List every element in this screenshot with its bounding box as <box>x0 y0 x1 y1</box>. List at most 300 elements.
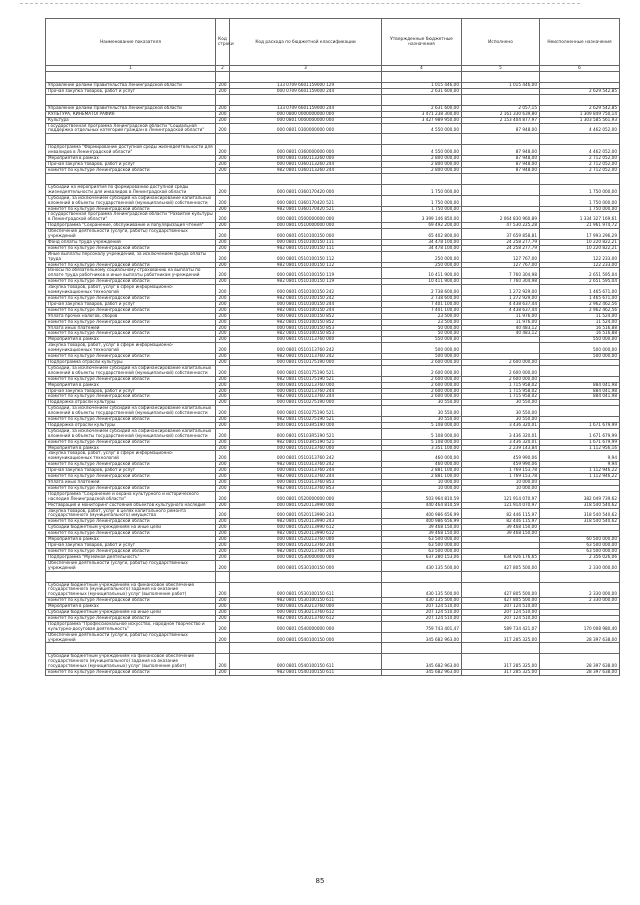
row-unexecuted-amount: 1 671 679,99 <box>540 428 620 439</box>
table-row <box>46 451 620 462</box>
row-classification-code: 000 0801 0540000000 000 <box>230 621 382 632</box>
row-approved-amount: 2 800 000,00 <box>382 167 462 173</box>
row-classification-code: 000 0801 0520000000 000 <box>230 491 382 502</box>
row-executed-amount: 1 272 929,00 <box>462 285 540 296</box>
row-classification-code: 982 0801 0510213760 244 <box>230 394 382 400</box>
row-unexecuted-amount: 550 000,00 <box>540 337 620 343</box>
spacer-cell <box>540 643 620 654</box>
row-classification-code: 000 0801 0510213760 244 <box>230 388 382 394</box>
row-executed-amount: 1 015 446,00 <box>462 83 540 89</box>
row-name: Обеспечение деятельности (услуги, работы) государственных учреждений <box>46 632 216 643</box>
row-executed-amount: 207 124 510,00 <box>462 604 540 610</box>
row-code: 200 <box>216 83 230 89</box>
row-approved-amount: 23 500,00 <box>382 319 462 325</box>
row-code: 200 <box>216 560 230 571</box>
table-row <box>46 428 620 439</box>
row-unexecuted-amount: 1 750 000,00 <box>540 206 620 212</box>
row-code: 200 <box>216 195 230 206</box>
row-code: 200 <box>216 251 230 262</box>
row-name: Субсидии, за исключением субсидий на софинансирование капитальных вложений в объекты государственной (муниципальной) собственности <box>46 365 216 376</box>
row-approved-amount: 207 124 510,00 <box>382 604 462 610</box>
row-name: Подпрограмма "Профессиональное искусство, народное творчество и культурно-досуговая деятельность" <box>46 621 216 632</box>
row-classification-code: 000 0801 0360170420 521 <box>230 195 382 206</box>
row-code: 200 <box>216 279 230 285</box>
row-executed-amount: 47 530 225,28 <box>462 223 540 229</box>
row-classification-code: 000 0801 0360113260 244 <box>230 162 382 168</box>
row-executed-amount: 2 600 000,00 <box>462 359 540 365</box>
row-executed-amount: 317 285 325,00 <box>462 670 540 676</box>
row-name: комитет по культуре Ленинградской области <box>46 354 216 360</box>
row-code: 200 <box>216 615 230 621</box>
row-name: комитет по культуре Ленинградской области <box>46 548 216 554</box>
row-name: Мероприятия в рамках <box>46 337 216 343</box>
row-code: 200 <box>216 123 230 134</box>
row-code: 200 <box>216 331 230 337</box>
row-classification-code: 000 0801 0510175190 000 <box>230 359 382 365</box>
row-unexecuted-amount: 170 008 980,40 <box>540 621 620 632</box>
row-executed-amount: 3 436 320,01 <box>462 428 540 439</box>
row-code: 200 <box>216 229 230 240</box>
spacer-cell <box>382 571 462 582</box>
table-row <box>46 251 620 262</box>
row-approved-amount: 637 280 153,06 <box>382 554 462 560</box>
row-classification-code: 000 0801 0520113990 612 <box>230 525 382 531</box>
row-name: Субсидии бюджетным учреждениям на иные цели <box>46 610 216 616</box>
row-classification-code: 000 0801 0000000000 000 <box>230 117 382 123</box>
row-name: Мероприятия в рамках <box>46 537 216 543</box>
row-unexecuted-amount: 2 330 000,00 <box>540 560 620 571</box>
table-row <box>46 632 620 643</box>
row-approved-amount: 63 500 000,00 <box>382 548 462 554</box>
row-name: Субсидии, за исключением субсидий на софинансирование капитальных вложений в объекты государственной (муниципальной) собственности <box>46 428 216 439</box>
table-row <box>46 229 620 240</box>
row-executed-amount: 1 769 153,78 <box>462 474 540 480</box>
row-code: 200 <box>216 439 230 445</box>
row-name: комитет по культуре Ленинградской области <box>46 615 216 621</box>
spacer-cell <box>540 571 620 582</box>
row-approved-amount: 500 000,00 <box>382 354 462 360</box>
row-name: Прочая закупка товаров, работ и услуг <box>46 162 216 168</box>
row-executed-amount: 127 767,00 <box>462 262 540 268</box>
spacer-cell <box>462 72 540 83</box>
row-approved-amount: 3 399 146 850,00 <box>382 212 462 223</box>
row-code: 200 <box>216 604 230 610</box>
row-classification-code: 000 0801 0360113260 000 <box>230 156 382 162</box>
row-approved-amount: 207 124 510,00 <box>382 615 462 621</box>
row-approved-amount: 3 351 100,00 <box>382 445 462 451</box>
row-approved-amount: 430 135 500,00 <box>382 582 462 598</box>
header-name: Наименование показателя <box>46 19 216 66</box>
row-unexecuted-amount: 63 500 000,00 <box>540 548 620 554</box>
row-executed-amount: 1 715 958,02 <box>462 394 540 400</box>
table-body <box>46 72 620 676</box>
row-classification-code: 000 0801 0530213760 612 <box>230 610 382 616</box>
table-row <box>46 343 620 354</box>
row-code: 200 <box>216 376 230 382</box>
row-unexecuted-amount: 21 961 974,72 <box>540 223 620 229</box>
row-code: 200 <box>216 531 230 537</box>
row-approved-amount: 2 800 000,00 <box>382 156 462 162</box>
row-code: 200 <box>216 548 230 554</box>
spacer-cell <box>230 72 382 83</box>
row-executed-amount: 317 285 325,00 <box>462 632 540 643</box>
row-approved-amount: 50 000,00 <box>382 331 462 337</box>
row-unexecuted-amount: 63 500 000,00 <box>540 542 620 548</box>
row-executed-amount: 1 769 153,78 <box>462 468 540 474</box>
row-classification-code: 982 0801 0510100150 112 <box>230 262 382 268</box>
row-executed-amount <box>462 195 540 206</box>
row-executed-amount: 317 285 325,00 <box>462 654 540 670</box>
row-classification-code: 000 0801 0510100150 000 <box>230 229 382 240</box>
row-code: 200 <box>216 343 230 354</box>
row-code: 200 <box>216 313 230 319</box>
row-classification-code: 000 0801 0520113990 000 <box>230 502 382 508</box>
row-approved-amount: 2 881 100,00 <box>382 474 462 480</box>
row-classification-code: 000 0801 0510313760 244 <box>230 468 382 474</box>
row-name: комитет по культуре Ленинградской области <box>46 439 216 445</box>
header-classification: Код расхода по бюджетной классификации <box>230 19 382 66</box>
row-approved-amount: 34 478 100,00 <box>382 245 462 251</box>
row-unexecuted-amount: 10 220 822,21 <box>540 245 620 251</box>
row-approved-amount: 39 468 150,00 <box>382 531 462 537</box>
row-unexecuted-amount: 2 962 462,56 <box>540 301 620 307</box>
row-classification-code: 982 0801 0540100150 611 <box>230 670 382 676</box>
row-approved-amount: 1 750 000,00 <box>382 184 462 195</box>
row-classification-code: 000 0801 0540100150 000 <box>230 632 382 643</box>
row-approved-amount: 30 550,00 <box>382 417 462 423</box>
row-code: 200 <box>216 542 230 548</box>
row-name: Обеспечение деятельности (услуги, работы) государственных учреждений <box>46 229 216 240</box>
row-code: 200 <box>216 88 230 94</box>
header-code: Код строки <box>216 19 230 66</box>
header-row <box>46 19 620 66</box>
row-approved-amount: 759 743 401,47 <box>382 621 462 632</box>
row-executed-amount: 11 976,00 <box>462 319 540 325</box>
row-unexecuted-amount: 1 671 679,99 <box>540 422 620 428</box>
row-classification-code: 000 0801 0530100150 611 <box>230 582 382 598</box>
row-unexecuted-amount: 2 330 000,00 <box>540 582 620 598</box>
row-classification-code: 000 0801 05103R5190 521 <box>230 428 382 439</box>
row-executed-amount: 4 438 637,44 <box>462 307 540 313</box>
row-unexecuted-amount: 28 397 638,00 <box>540 654 620 670</box>
table-row <box>46 621 620 632</box>
row-code: 200 <box>216 268 230 279</box>
row-unexecuted-amount: 1 750 000,00 <box>540 195 620 206</box>
row-classification-code: 982 0801 0510100150 853 <box>230 331 382 337</box>
row-unexecuted-amount: 2 962 462,56 <box>540 307 620 313</box>
row-executed-amount: 87 948,00 <box>462 156 540 162</box>
row-executed-amount: 427 805 500,00 <box>462 582 540 598</box>
row-code: 200 <box>216 206 230 212</box>
budget-execution-table-wrap <box>45 18 619 676</box>
row-code: 200 <box>216 537 230 543</box>
row-approved-amount: 50 000,00 <box>382 325 462 331</box>
row-classification-code: 000 0801 0530000000 000 <box>230 554 382 560</box>
row-classification-code: 000 0800 0000000000 000 <box>230 111 382 117</box>
row-executed-amount: 2 153 404 877,97 <box>462 117 540 123</box>
spacer-cell <box>46 72 216 83</box>
row-approved-amount: 39 468 150,00 <box>382 525 462 531</box>
row-approved-amount: 10 411 900,00 <box>382 268 462 279</box>
row-name: Мероприятия в рамках <box>46 382 216 388</box>
row-unexecuted-amount: 884 041,98 <box>540 382 620 388</box>
table-row <box>46 184 620 195</box>
row-code: 200 <box>216 239 230 245</box>
row-approved-amount: 10 000,00 <box>382 480 462 486</box>
row-classification-code: 133 0709 6601159000 244 <box>230 105 382 111</box>
spacer-cell <box>46 173 216 184</box>
row-classification-code: 000 0801 0510100150 244 <box>230 301 382 307</box>
row-code: 200 <box>216 301 230 307</box>
row-approved-amount: 2 600 000,00 <box>382 359 462 365</box>
row-name: Иные выплаты персоналу учреждений, за исключением фонда оплаты труда <box>46 251 216 262</box>
row-executed-amount: 87 948,00 <box>462 167 540 173</box>
spacer-cell <box>540 134 620 145</box>
row-unexecuted-amount: 10 220 822,21 <box>540 239 620 245</box>
row-classification-code: 982 0801 0530213760 612 <box>230 615 382 621</box>
row-name: комитет по культуре Ленинградской области <box>46 296 216 302</box>
table-row-spacer <box>46 571 620 582</box>
row-unexecuted-amount: 60 500 000,00 <box>540 537 620 543</box>
row-classification-code: 000 0801 0510275190 521 <box>230 406 382 417</box>
row-executed-amount: 207 124 510,00 <box>462 615 540 621</box>
spacer-cell <box>540 94 620 105</box>
row-name: Субсидии бюджетным учреждениям на иные цели <box>46 525 216 531</box>
row-executed-amount: 4 438 637,44 <box>462 301 540 307</box>
row-name: Прочая закупка товаров, работ и услуг <box>46 301 216 307</box>
row-approved-amount: 460 000,00 <box>382 462 462 468</box>
row-name: Уплата прочих налогов, сборов <box>46 313 216 319</box>
spacer-cell <box>462 134 540 145</box>
row-name: Уплата иных платежей <box>46 325 216 331</box>
row-code: 200 <box>216 582 230 598</box>
row-name: Культура <box>46 117 216 123</box>
table-row-spacer <box>46 643 620 654</box>
row-name: комитет по культуре Ленинградской области <box>46 167 216 173</box>
row-name: комитет по культуре Ленинградской области <box>46 319 216 325</box>
row-approved-amount: 30 550,00 <box>382 406 462 417</box>
spacer-cell <box>46 94 216 105</box>
row-code: 200 <box>216 417 230 423</box>
row-executed-amount: 30 550,00 <box>462 417 540 423</box>
row-classification-code: 000 0801 0520213760 000 <box>230 537 382 543</box>
row-executed-amount: 82 446 115,97 <box>462 519 540 525</box>
row-name: Субсидии, за исключением субсидий на софинансирование капитальных вложений в объекты государственной (муниципальной) собственности <box>46 406 216 417</box>
row-code: 200 <box>216 325 230 331</box>
row-classification-code: 982 0801 0520113990 243 <box>230 519 382 525</box>
row-approved-amount: 550 000,00 <box>382 337 462 343</box>
row-code: 200 <box>216 285 230 296</box>
row-unexecuted-amount: 318 540 540,62 <box>540 502 620 508</box>
spacer-cell <box>216 643 230 654</box>
row-code: 200 <box>216 307 230 313</box>
row-code: 200 <box>216 554 230 560</box>
row-classification-code: 000 0801 0360170420 000 <box>230 184 382 195</box>
row-unexecuted-amount: 2 651 595,04 <box>540 268 620 279</box>
page-number: 85 <box>315 877 325 885</box>
row-code: 200 <box>216 406 230 417</box>
row-unexecuted-amount: 4 462 052,00 <box>540 145 620 156</box>
row-classification-code: 000 0801 0530100150 000 <box>230 560 382 571</box>
row-executed-amount: 30 550,00 <box>462 400 540 406</box>
table-row-spacer <box>46 173 620 184</box>
row-classification-code: 982 0801 0510313760 244 <box>230 474 382 480</box>
row-executed-amount: 87 948,00 <box>462 145 540 156</box>
row-approved-amount: 207 124 510,00 <box>382 610 462 616</box>
row-name: комитет по культуре Ленинградской области <box>46 279 216 285</box>
row-code: 200 <box>216 145 230 156</box>
spacer-cell <box>230 94 382 105</box>
row-approved-amount: 63 500 000,00 <box>382 537 462 543</box>
budget-execution-table <box>45 18 620 676</box>
row-executed-amount: 459 990,06 <box>462 451 540 462</box>
row-executed-amount: 24 258 277,79 <box>462 239 540 245</box>
row-name: Подпрограмма "Музейная деятельность" <box>46 554 216 560</box>
row-approved-amount: 2 600 000,00 <box>382 376 462 382</box>
row-executed-amount: 82 446 115,97 <box>462 508 540 519</box>
row-code: 200 <box>216 388 230 394</box>
column-number: 6 <box>540 66 620 72</box>
row-name: Закупка товаров, работ, услуг в целях капитального ремонта государственного (муниципального) имущества <box>46 508 216 519</box>
spacer-cell <box>462 643 540 654</box>
row-code: 200 <box>216 105 230 111</box>
header-executed: Исполнено <box>462 19 540 66</box>
table-row <box>46 491 620 502</box>
row-unexecuted-amount: 122 233,00 <box>540 262 620 268</box>
row-name: Управление делами Правительства Ленинградской области <box>46 105 216 111</box>
spacer-cell <box>216 134 230 145</box>
row-name: комитет по культуре Ленинградской области <box>46 474 216 480</box>
spacer-cell <box>216 571 230 582</box>
row-executed-amount: 10 000,00 <box>462 485 540 491</box>
table-row <box>46 212 620 223</box>
row-name: Закупка товаров, работ, услуг в сфере информационно-коммуникационных технологий <box>46 285 216 296</box>
row-unexecuted-amount: 1 750 000,00 <box>540 184 620 195</box>
row-code: 200 <box>216 111 230 117</box>
row-unexecuted-amount: 28 397 638,00 <box>540 632 620 643</box>
row-classification-code: 000 0801 0510313760 242 <box>230 451 382 462</box>
row-name: комитет по культуре Ленинградской области <box>46 670 216 676</box>
row-code: 200 <box>216 184 230 195</box>
row-name: комитет по культуре Ленинградской области <box>46 394 216 400</box>
row-executed-amount: 2 600 000,00 <box>462 365 540 376</box>
spacer-cell <box>230 643 382 654</box>
row-classification-code: 000 0801 0510100150 242 <box>230 285 382 296</box>
row-unexecuted-amount: 2 330 000,00 <box>540 598 620 604</box>
row-executed-amount: 459 990,06 <box>462 462 540 468</box>
row-approved-amount: 430 135 500,00 <box>382 598 462 604</box>
row-name: Подпрограмма "Формирование доступной среды жизнедеятельности для инвалидов в Ленинградской области" <box>46 145 216 156</box>
row-executed-amount: 24 258 277,79 <box>462 245 540 251</box>
row-unexecuted-amount: 17 993 296,29 <box>540 229 620 240</box>
row-executed-amount: 127 767,00 <box>462 251 540 262</box>
row-unexecuted-amount: 2 712 052,00 <box>540 162 620 168</box>
row-code: 200 <box>216 632 230 643</box>
row-classification-code: 000 0801 0510100150 853 <box>230 325 382 331</box>
row-approved-amount: 2 600 000,00 <box>382 388 462 394</box>
table-row <box>46 145 620 156</box>
row-approved-amount: 2 600 000,00 <box>382 382 462 388</box>
spacer-cell <box>216 72 230 83</box>
row-name: Субсидии бюджетным учреждениям на финансовое обеспечение государственного (муниципального) задания на оказание государственных (муниципальных) услуг (выполнение работ) <box>46 582 216 598</box>
row-classification-code: 000 0801 0510313760 000 <box>230 445 382 451</box>
row-approved-amount: 5 108 000,00 <box>382 422 462 428</box>
row-code: 200 <box>216 525 230 531</box>
row-executed-amount: 1 715 958,02 <box>462 382 540 388</box>
row-approved-amount: 1 750 000,00 <box>382 206 462 212</box>
row-classification-code: 000 0801 0510100150 112 <box>230 251 382 262</box>
row-approved-amount: 2 631 600,00 <box>382 88 462 94</box>
row-executed-amount: 589 734 421,07 <box>462 621 540 632</box>
row-classification-code: 982 0801 0510100150 111 <box>230 245 382 251</box>
row-classification-code: 982 0801 0530100150 611 <box>230 598 382 604</box>
row-classification-code: 000 0801 0520213760 244 <box>230 542 382 548</box>
row-approved-amount: 3 471 238 300,00 <box>382 111 462 117</box>
row-approved-amount: 2 600 000,00 <box>382 394 462 400</box>
row-name: комитет по культуре Ленинградской области <box>46 462 216 468</box>
row-unexecuted-amount: 318 540 540,62 <box>540 519 620 525</box>
row-code: 200 <box>216 610 230 616</box>
row-executed-amount: 427 805 500,00 <box>462 560 540 571</box>
table-row <box>46 670 620 676</box>
row-classification-code: 000 0801 0510175190 521 <box>230 365 382 376</box>
row-code: 200 <box>216 359 230 365</box>
row-classification-code: 982 0801 0360113260 244 <box>230 167 382 173</box>
row-code: 200 <box>216 365 230 376</box>
row-unexecuted-amount: 9,94 <box>540 462 620 468</box>
row-executed-amount: 427 805 500,00 <box>462 598 540 604</box>
row-name: Управление делами Правительства Ленинградской области <box>46 83 216 89</box>
row-name: комитет по культуре Ленинградской области <box>46 531 216 537</box>
row-unexecuted-amount <box>540 365 620 376</box>
spacer-cell <box>540 173 620 184</box>
row-classification-code: 982 0801 0510175190 521 <box>230 376 382 382</box>
row-classification-code: 982 0801 0360170420 521 <box>230 206 382 212</box>
row-code: 200 <box>216 491 230 502</box>
spacer-cell <box>230 173 382 184</box>
row-name: Прочая закупка товаров, работ и услуг <box>46 388 216 394</box>
row-unexecuted-amount: 318 540 540,62 <box>540 508 620 519</box>
row-executed-amount: 2 064 830 960,89 <box>462 212 540 223</box>
row-classification-code: 000 0801 0510100150 852 <box>230 313 382 319</box>
row-name: Субсидии, за исключением субсидий на софинансирование капитальных вложений в объекты государственной (муниципальной) собственности <box>46 195 216 206</box>
row-code: 200 <box>216 598 230 604</box>
row-name: Подпрограмма "Сохранение и охрана культурного и исторического наследия Ленинградской области" <box>46 491 216 502</box>
row-unexecuted-amount: 1 465 671,00 <box>540 285 620 296</box>
row-approved-amount: 69 492 200,00 <box>382 223 462 229</box>
row-approved-amount: 3 427 989 950,00 <box>382 117 462 123</box>
row-unexecuted-amount: 28 397 638,00 <box>540 670 620 676</box>
row-code: 200 <box>216 354 230 360</box>
row-name: Закупка товаров, работ, услуг в сфере информационно-коммуникационных технологий <box>46 343 216 354</box>
row-classification-code: 982 0801 0520113990 612 <box>230 531 382 537</box>
row-classification-code: 000 0801 0510213760 000 <box>230 382 382 388</box>
row-name: Мероприятия в рамках <box>46 156 216 162</box>
row-approved-amount: 1 750 000,00 <box>382 195 462 206</box>
row-executed-amount: 2 239 143,84 <box>462 445 540 451</box>
table-row <box>46 195 620 206</box>
row-code: 200 <box>216 502 230 508</box>
row-unexecuted-amount: 1 112 946,22 <box>540 474 620 480</box>
spacer-cell <box>230 571 382 582</box>
row-unexecuted-amount: 122 233,00 <box>540 251 620 262</box>
row-code: 200 <box>216 428 230 439</box>
row-approved-amount: 430 135 500,00 <box>382 560 462 571</box>
row-unexecuted-amount: 1 465 671,00 <box>540 296 620 302</box>
row-name: Прочая закупка товаров, работ и услуг <box>46 542 216 548</box>
row-name: Фонд оплаты труда учреждений <box>46 239 216 245</box>
row-code: 200 <box>216 262 230 268</box>
